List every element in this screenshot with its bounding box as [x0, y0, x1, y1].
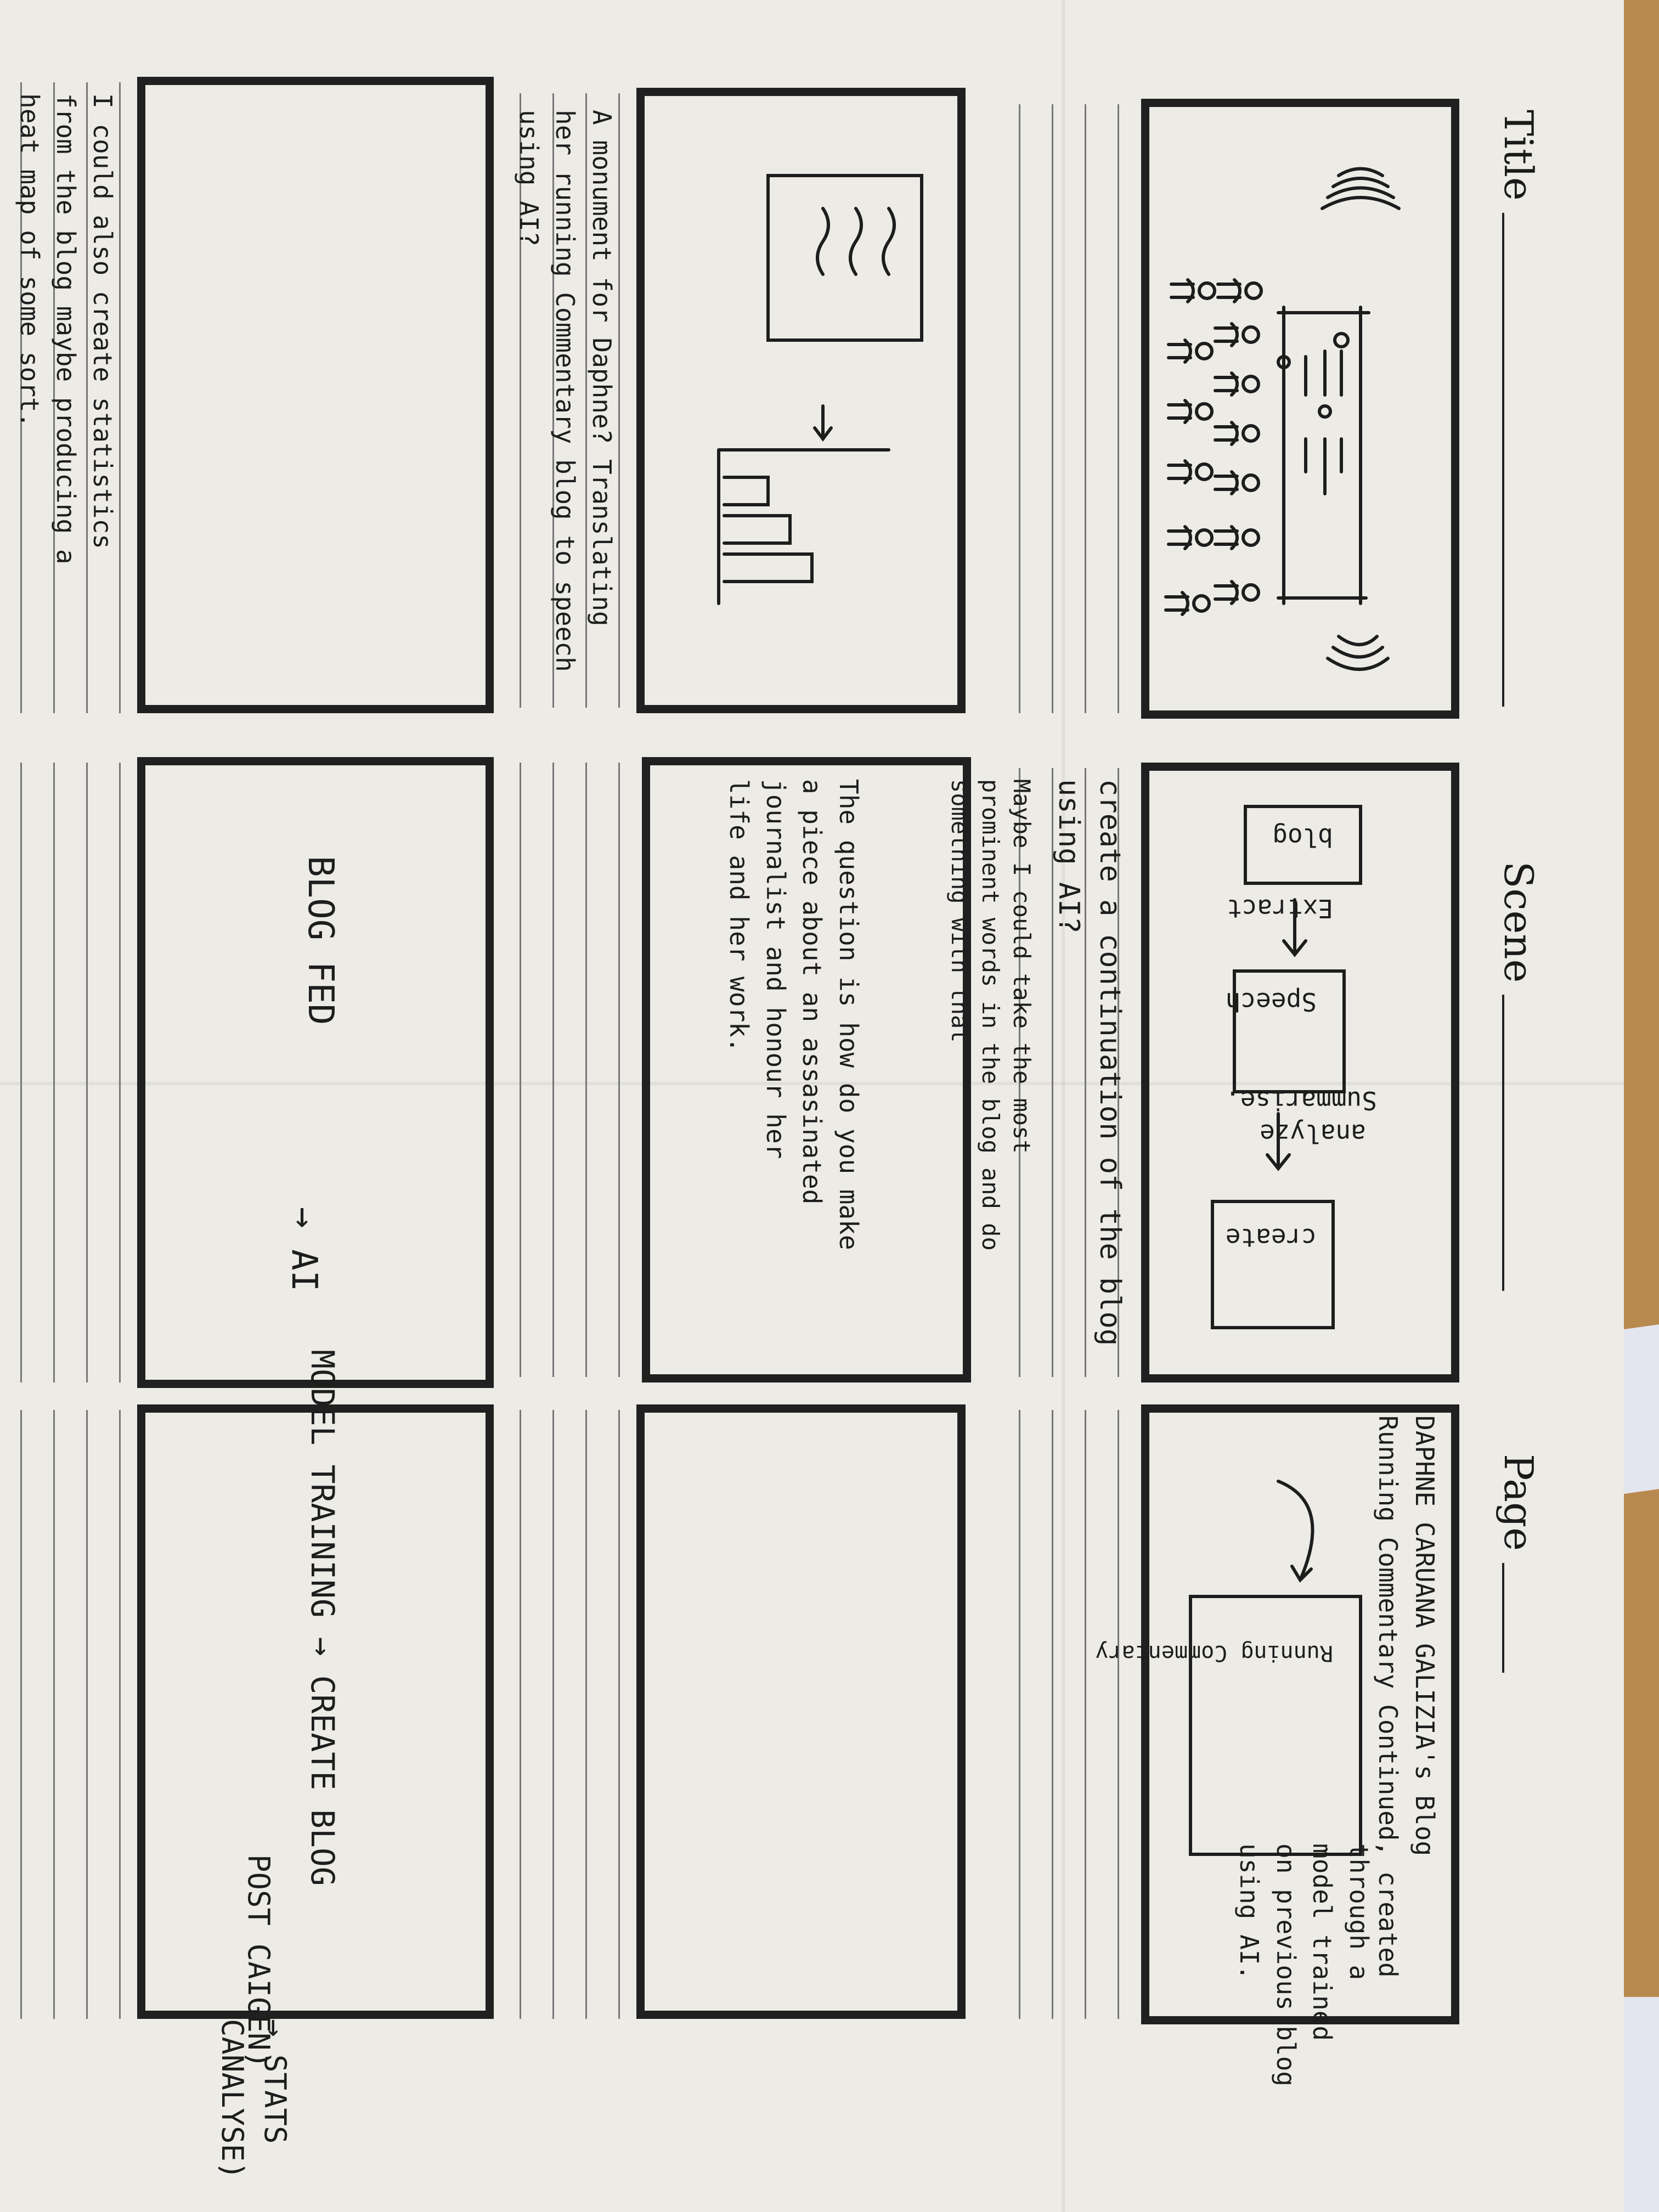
caption-line: using AI?	[1052, 779, 1085, 934]
caption-line: her running Commentary blog to speech	[550, 110, 580, 672]
header-scene-line	[1502, 995, 1504, 1291]
caption-line: create a continuation of the blog	[1093, 779, 1126, 1346]
caption-middle-left	[510, 110, 620, 672]
caption-line: model trained	[1307, 1843, 1338, 2041]
caption-line: on previous blog	[1271, 1843, 1301, 2087]
caption-line: heat map of some sort.	[14, 93, 44, 428]
caption-lines-top-right	[993, 1410, 1130, 2019]
caption-middle-middle-question	[720, 779, 867, 1250]
caption-line: → AI	[284, 1207, 324, 1292]
caption-line: CANALYSE)	[215, 2019, 250, 2180]
caption-top-right	[1370, 1415, 1443, 1978]
caption-top-middle	[1047, 779, 1130, 1346]
background-paper-sheet-lower	[1618, 1997, 1659, 2212]
caption-line: journalist and honour her	[760, 779, 791, 1159]
caption-line: life and her work.	[724, 779, 754, 1053]
sketch-document-chart	[647, 99, 955, 702]
caption-bottom-right	[300, 1350, 346, 1886]
caption-lines-middle-middle	[499, 763, 625, 1377]
caption-lines-middle-right	[499, 1410, 625, 2019]
caption-line: A monument for Daphne? Translating	[587, 110, 617, 627]
header-page-label: Page	[1496, 1454, 1542, 1551]
flow-label-extract: Extract	[1227, 894, 1333, 923]
sketch-crowd-presentation	[1147, 110, 1443, 708]
panel-bottom-middle	[137, 757, 494, 1388]
flow-label-create: create	[1225, 1223, 1317, 1252]
flow-label-summarise: Summarise.	[1225, 1086, 1377, 1115]
caption-bottom-left	[11, 93, 121, 565]
header-page	[1496, 1454, 1542, 1673]
caption-line: The question is how do you make	[834, 779, 864, 1250]
caption-line: prominent words in the blog and do	[977, 779, 1005, 1251]
caption-line: Maybe I could take the most	[1008, 779, 1035, 1154]
panel-bottom-left	[137, 77, 494, 713]
caption-line: MODEL TRAINING → CREATE BLOG	[304, 1350, 341, 1886]
flow-label-blog: blog	[1272, 822, 1333, 852]
flow-box-create	[1212, 1201, 1333, 1328]
caption-line: using AI.	[1234, 1843, 1264, 1980]
header-title-line	[1502, 213, 1504, 707]
caption-bottom-middle-arrow	[278, 1207, 329, 1291]
header-title-label: Title	[1496, 110, 1542, 201]
caption-lines-top-left	[993, 104, 1130, 713]
caption-lines-bottom-right	[0, 1410, 126, 2019]
panel-middle-right	[636, 1404, 966, 2019]
caption-line: POST CAIGEN)	[241, 1854, 276, 2069]
flow-label-speech: Speech	[1225, 987, 1317, 1017]
caption-line: → STATS	[258, 2019, 292, 2144]
caption-line: BLOG FED	[300, 856, 341, 1025]
caption-line: I could also create statistics	[88, 93, 117, 549]
caption-line: a piece about an assasinated	[797, 779, 827, 1205]
header-scene	[1496, 861, 1542, 1291]
header-scene-label: Scene	[1496, 861, 1542, 983]
caption-line: something with that	[946, 779, 973, 1043]
sketch-blog-flow	[1147, 774, 1443, 1372]
caption-middle-middle	[944, 779, 1037, 1251]
caption-line: DAPHNE CARUANA GALIZIA's Blog	[1410, 1415, 1440, 1857]
flow-label-analyze: analyze	[1260, 1119, 1366, 1148]
caption-line: using AI?	[514, 110, 544, 247]
caption-lines-bottom-middle	[0, 763, 126, 1383]
caption-line: from the blog maybe producing a	[51, 93, 81, 565]
header-title	[1496, 110, 1542, 707]
caption-top-right-side	[1231, 1843, 1377, 2086]
caption-bottom-right-stats	[210, 2019, 296, 2180]
caption-line: Running Commentary Continued, created	[1373, 1415, 1403, 1978]
blog-page-heading: Running Commentary	[1095, 1640, 1333, 1666]
caption-line: through a	[1344, 1843, 1374, 1980]
header-page-line	[1502, 1563, 1504, 1673]
caption-bottom-middle	[295, 856, 346, 1025]
